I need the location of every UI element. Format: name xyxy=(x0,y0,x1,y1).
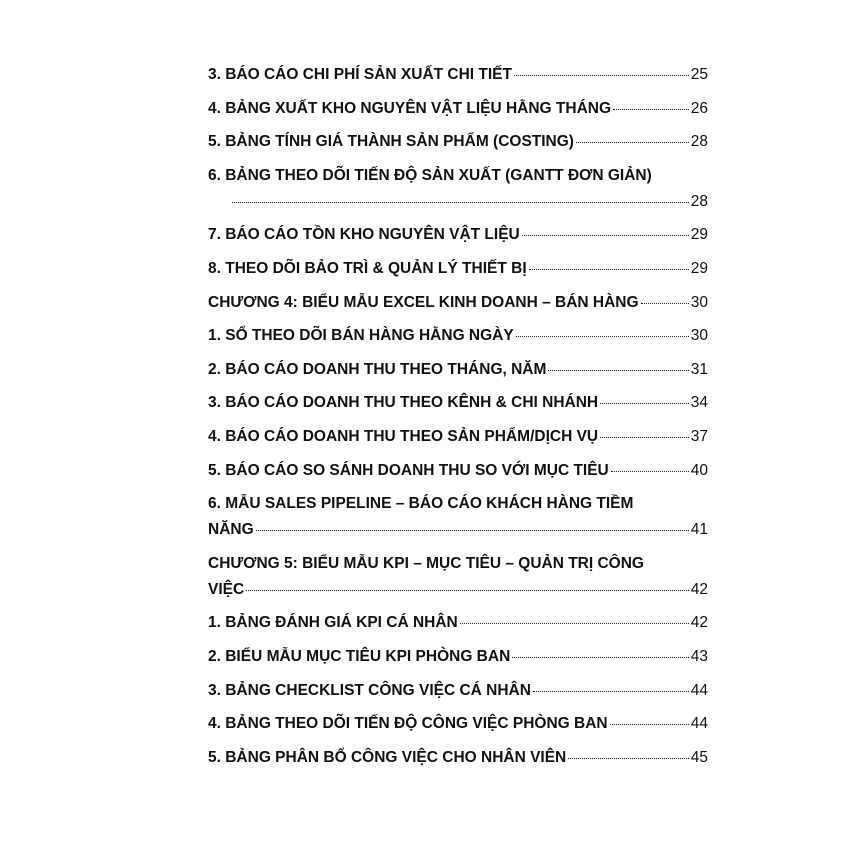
dot-leader xyxy=(232,202,689,203)
toc-entry-title: 7. BÁO CÁO TỒN KHO NGUYÊN VẬT LIỆU xyxy=(208,226,520,244)
toc-entry[interactable] xyxy=(208,357,708,383)
toc-chapter-entry[interactable] xyxy=(208,551,708,603)
toc-chapter-entry[interactable] xyxy=(208,290,708,316)
toc-page-number: 26 xyxy=(690,99,708,117)
dot-leader xyxy=(512,657,688,658)
toc-entry[interactable] xyxy=(208,678,708,704)
toc-page-number: 43 xyxy=(690,647,708,665)
toc-entry-title: 4. BẢNG XUẤT KHO NGUYÊN VẬT LIỆU HẰNG THÁNG xyxy=(208,99,612,117)
dot-leader xyxy=(522,235,689,236)
toc-page-number: 29 xyxy=(690,259,708,277)
toc-entry-title: 1. SỔ THEO DÕI BÁN HÀNG HẰNG NGÀY xyxy=(208,327,514,345)
dot-leader xyxy=(246,590,689,591)
toc-entry[interactable] xyxy=(208,644,708,670)
dot-leader xyxy=(600,437,689,438)
toc-entry[interactable] xyxy=(208,390,708,416)
toc-entry-title: 3. BÁO CÁO CHI PHÍ SẢN XUẤT CHI TIẾT xyxy=(208,66,512,83)
toc-entry[interactable] xyxy=(208,163,708,215)
toc-entry[interactable] xyxy=(208,323,708,349)
toc-entry-title: 1. BẢNG ĐÁNH GIÁ KPI CÁ NHÂN xyxy=(208,614,458,632)
toc-entry-title: 6. MẪU SALES PIPELINE – BÁO CÁO KHÁCH HÀNG TIỀM xyxy=(208,495,634,513)
toc-entry[interactable] xyxy=(208,96,708,122)
toc-page-number: 29 xyxy=(690,226,708,244)
table-of-contents xyxy=(208,62,708,778)
dot-leader xyxy=(568,758,688,759)
toc-entry[interactable] xyxy=(208,711,708,737)
toc-page-number: 45 xyxy=(690,748,708,766)
toc-entry-title: 2. BIỂU MẪU MỤC TIÊU KPI PHÒNG BAN xyxy=(208,647,511,665)
toc-entry-title: 3. BẢNG CHECKLIST CÔNG VIỆC CÁ NHÂN xyxy=(208,681,531,699)
toc-entry-title-continued: NĂNG xyxy=(208,521,254,539)
dot-leader xyxy=(533,691,689,692)
toc-page-number: 40 xyxy=(690,461,708,479)
dot-leader xyxy=(529,269,689,270)
toc-chapter-title: CHƯƠNG 4: BIỂU MẪU EXCEL KINH DOANH – BÁN HÀNG xyxy=(208,293,639,311)
toc-page-number: 25 xyxy=(690,66,708,83)
dot-leader xyxy=(256,530,689,531)
toc-chapter-title-continued: VIỆC xyxy=(208,580,245,598)
dot-leader xyxy=(576,142,689,143)
toc-page-number: 42 xyxy=(690,580,708,598)
dot-leader xyxy=(610,724,689,725)
dot-leader xyxy=(600,403,689,404)
dot-leader xyxy=(548,370,688,371)
dot-leader xyxy=(641,303,689,304)
toc-entry-title: 6. BẢNG THEO DÕI TIẾN ĐỘ SẢN XUẤT (GANTT ĐƠN GIẢN) xyxy=(208,166,652,184)
toc-entry[interactable] xyxy=(208,222,708,248)
toc-entry-title: 8. THEO DÕI BẢO TRÌ & QUẢN LÝ THIẾT BỊ xyxy=(208,259,527,277)
toc-entry-title: 4. BÁO CÁO DOANH THU THEO SẢN PHẨM/DỊCH VỤ xyxy=(208,427,599,445)
toc-page-number: 30 xyxy=(690,293,708,311)
toc-chapter-title: CHƯƠNG 5: BIỂU MẪU KPI – MỤC TIÊU – QUẢN TRỊ CÔNG xyxy=(208,554,644,572)
toc-entry[interactable] xyxy=(208,129,708,155)
toc-entry[interactable] xyxy=(208,610,708,636)
toc-entry[interactable] xyxy=(208,62,708,88)
toc-page-number: 42 xyxy=(690,614,708,632)
toc-entry-title: 5. BÁO CÁO SO SÁNH DOANH THU SO VỚI MỤC TIÊU xyxy=(208,461,609,479)
toc-entry[interactable] xyxy=(208,745,708,771)
toc-entry[interactable] xyxy=(208,458,708,484)
toc-page-number: 31 xyxy=(690,360,708,378)
toc-page-number: 41 xyxy=(690,521,708,539)
toc-page-number: 37 xyxy=(690,427,708,445)
dot-leader xyxy=(460,623,689,624)
dot-leader xyxy=(516,336,689,337)
toc-entry-title: 4. BẢNG THEO DÕI TIẾN ĐỘ CÔNG VIỆC PHÒNG BAN xyxy=(208,715,608,733)
dot-leader xyxy=(514,75,689,76)
toc-page-number: 28 xyxy=(690,133,708,151)
toc-entry-title: 3. BÁO CÁO DOANH THU THEO KÊNH & CHI NHÁNH xyxy=(208,394,599,412)
toc-entry-title: 5. BẢNG PHÂN BỔ CÔNG VIỆC CHO NHÂN VIÊN xyxy=(208,748,567,766)
toc-page-number: 44 xyxy=(690,681,708,699)
toc-page-number: 34 xyxy=(690,394,708,412)
toc-page-number: 30 xyxy=(690,327,708,345)
toc-page-number: 28 xyxy=(690,192,708,210)
dot-leader xyxy=(611,471,689,472)
toc-entry-title: 5. BẢNG TÍNH GIÁ THÀNH SẢN PHẨM (COSTING) xyxy=(208,133,574,151)
toc-entry[interactable] xyxy=(208,424,708,450)
toc-entry[interactable] xyxy=(208,256,708,282)
toc-entry[interactable] xyxy=(208,491,708,543)
dot-leader xyxy=(613,109,689,110)
toc-page-number: 44 xyxy=(690,715,708,733)
toc-entry-title: 2. BÁO CÁO DOANH THU THEO THÁNG, NĂM xyxy=(208,360,547,378)
